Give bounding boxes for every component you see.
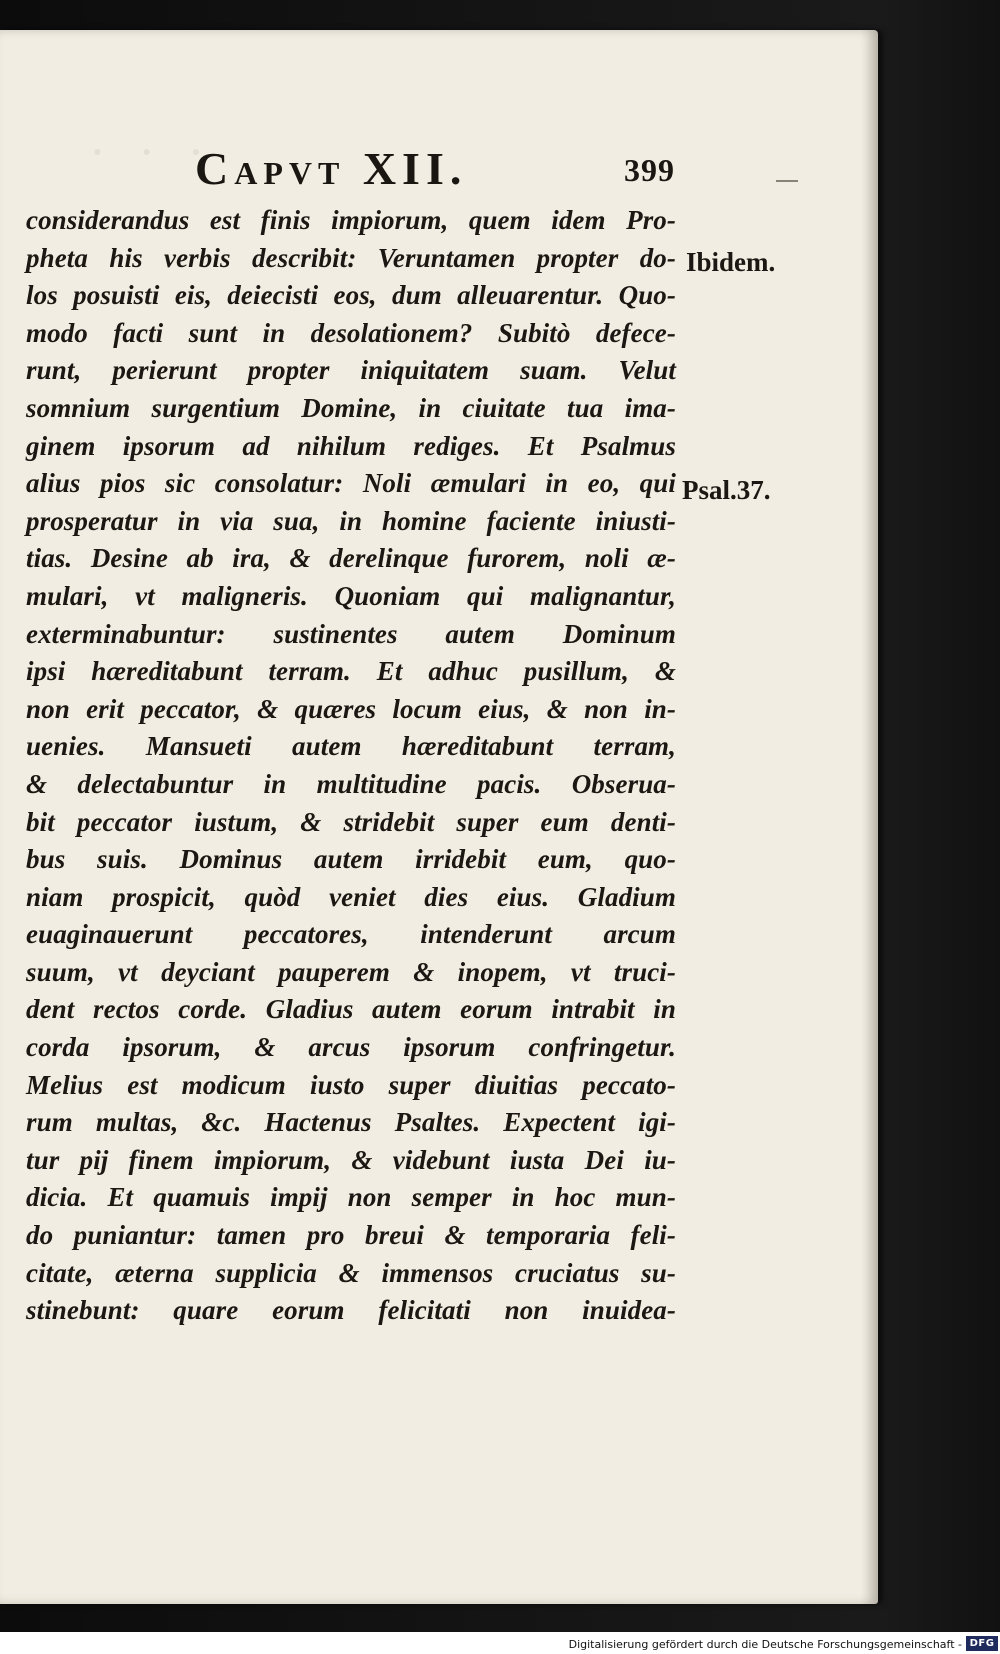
funding-credit: Digitalisierung gefördert durch die Deutsche Forschungsgemeinschaft - bbox=[568, 1638, 962, 1651]
text-line: tur pij finem impiorum, & videbunt iusta Dei iu- bbox=[26, 1144, 676, 1175]
margin-note-ibidem: Ibidem. bbox=[686, 247, 776, 277]
text-line: & delectabuntur in multitudine pacis. Obserua- bbox=[26, 768, 676, 799]
show-through-text: · · · bbox=[80, 125, 204, 179]
book-page bbox=[0, 30, 878, 1604]
text-line: Melius est modicum iusto super diuitias peccato- bbox=[26, 1069, 676, 1100]
margin-rule bbox=[776, 180, 798, 182]
text-line: ipsi hæreditabunt terram. Et adhuc pusillum, & bbox=[26, 656, 676, 687]
running-title: Capvt XII. bbox=[195, 143, 468, 194]
text-line: suum, vt deyciant pauperem & inopem, vt truci- bbox=[26, 956, 676, 987]
text-line: corda ipsorum, & arcus ipsorum confringetur. bbox=[26, 1032, 676, 1063]
page-number: 399 bbox=[624, 152, 675, 188]
text-line: rum multas, &c. Hactenus Psaltes. Expectent igi- bbox=[26, 1107, 676, 1138]
text-line: pheta his verbis describit: Veruntamen propter do- bbox=[26, 242, 676, 273]
text-line: modo facti sunt in desolationem? Subitò defece- bbox=[26, 317, 676, 348]
text-line: los posuisti eis, deiecisti eos, dum alleuarentur. Quo- bbox=[26, 280, 676, 311]
footer-bar bbox=[0, 1632, 1000, 1654]
text-line: exterminabuntur: sustinentes autem Dominum bbox=[26, 618, 676, 649]
text-line: citate, æterna supplicia & immensos cruciatus su- bbox=[26, 1257, 676, 1288]
text-line: mulari, vt maligneris. Quoniam qui malignantur, bbox=[26, 580, 676, 611]
text-line: bus suis. Dominus autem irridebit eum, quo- bbox=[26, 844, 676, 875]
text-line: dent rectos corde. Gladius autem eorum intrabit in bbox=[26, 994, 676, 1025]
text-line: prosperatur in via sua, in homine faciente iniusti- bbox=[26, 505, 676, 536]
text-line: somnium surgentium Domine, in ciuitate tua ima- bbox=[26, 392, 676, 423]
text-line: runt, perierunt propter iniquitatem suam. Velut bbox=[26, 355, 676, 386]
text-line: stinebunt: quare eorum felicitati non inuidea- bbox=[26, 1295, 676, 1326]
dfg-logo-icon: DFG bbox=[966, 1636, 998, 1651]
page-header bbox=[195, 142, 675, 202]
margin-note-psalm: Psal.37. bbox=[682, 475, 771, 505]
text-line: dicia. Et quamuis impij non semper in hoc mun- bbox=[26, 1182, 676, 1213]
text-line: euaginauerunt peccatores, intenderunt arcum bbox=[26, 919, 676, 950]
text-line: ginem ipsorum ad nihilum rediges. Et Psalmus bbox=[26, 430, 676, 461]
text-line: non erit peccator, & quæres locum eius, & non in- bbox=[26, 693, 676, 724]
text-line: bit peccator iustum, & stridebit super eum denti- bbox=[26, 806, 676, 837]
body-text bbox=[26, 202, 676, 1330]
text-line: do puniantur: tamen pro breui & temporaria feli- bbox=[26, 1220, 676, 1251]
text-line: alius pios sic consolatur: Noli æmulari in eo, qui bbox=[26, 468, 676, 499]
text-line: niam prospicit, quòd veniet dies eius. Gladium bbox=[26, 881, 676, 912]
text-line: considerandus est finis impiorum, quem idem Pro- bbox=[26, 205, 676, 235]
text-line: uenies. Mansueti autem hæreditabunt terram, bbox=[26, 731, 676, 762]
text-line: tias. Desine ab ira, & derelinque furorem, noli æ- bbox=[26, 543, 676, 574]
